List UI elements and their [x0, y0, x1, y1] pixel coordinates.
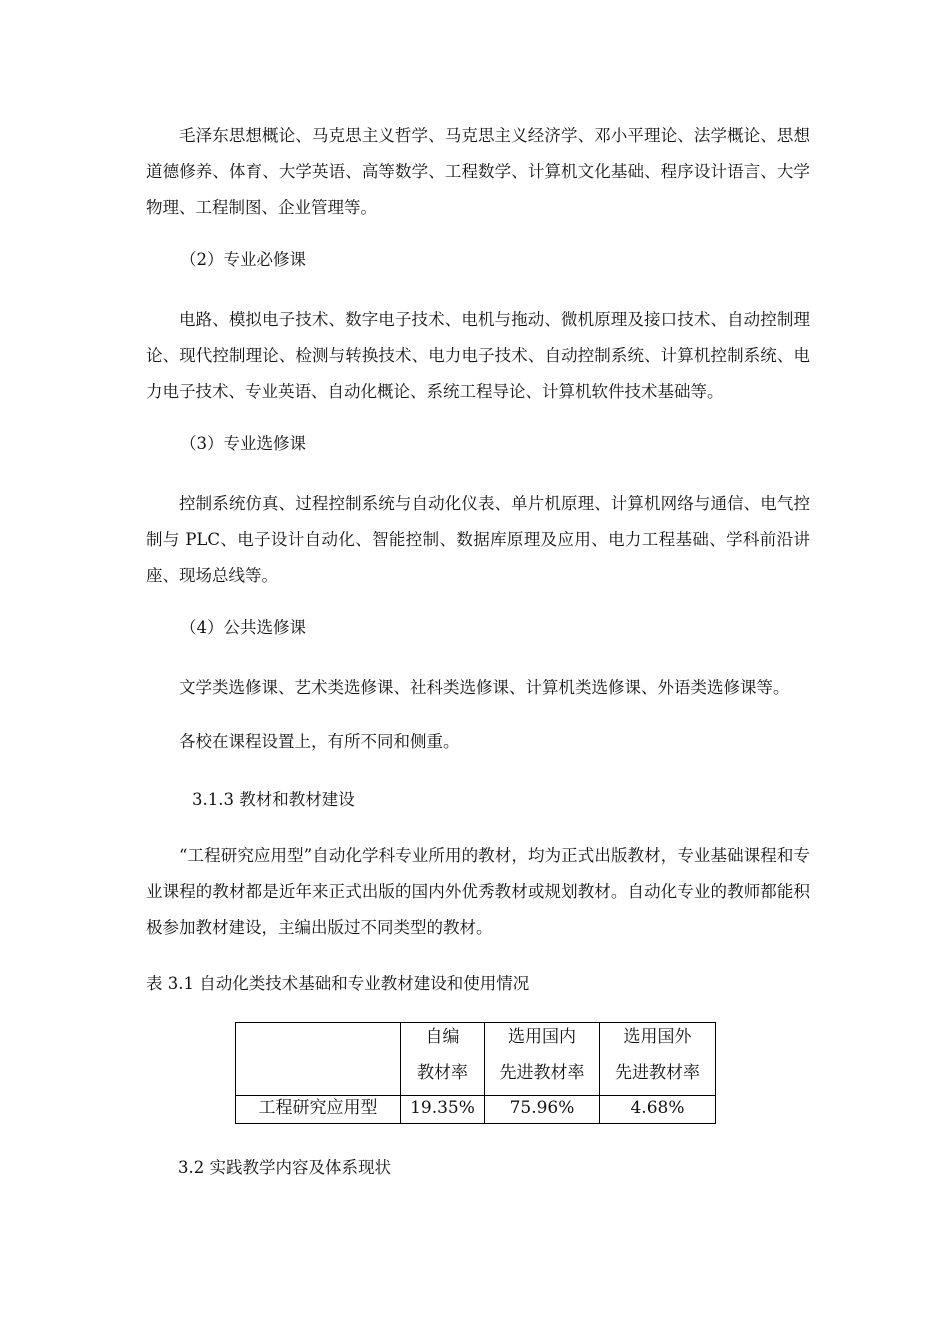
table-caption: 表 3.1 自动化类技术基础和专业教材建设和使用情况 [146, 974, 530, 993]
public-elective-heading: （4）公共选修课 [180, 618, 306, 637]
header-line [240, 1059, 396, 1095]
elective-courses-heading: （3）专业选修课 [180, 434, 306, 453]
table-row [236, 1096, 716, 1124]
textbook-paragraph: “工程研究应用型”自动化学科专业所用的教材，均为正式出版教材，专业基础课程和专业课程的教材都是近年来正式出版的国内外优秀教材或规划教材。自动化专业的教师都能积极参加教材建设，主编出版过不同类型的教材。 [146, 846, 810, 937]
table-cell-foreign: 4.68% [600, 1096, 716, 1124]
header-line: 选用国内 [508, 1027, 576, 1047]
public-courses-paragraph: 毛泽东思想概论、马克思主义哲学、马克思主义经济学、邓小平理论、法学概论、思想道德修养、体育、大学英语、高等数学、工程数学、计算机文化基础、程序设计语言、大学物理、工程制图、企业管理等。 [146, 126, 810, 217]
table-header-cell [236, 1023, 401, 1096]
required-courses-paragraph: 电路、模拟电子技术、数字电子技术、电机与拖动、微机原理及接口技术、自动控制理论、现代控制理论、检测与转换技术、电力电子技术、自动控制系统、计算机控制系统、电力电子技术、专业英语、自动化概论、系统工程导论、计算机软件技术基础等。 [146, 310, 810, 401]
header-line: 先进教材率 [499, 1063, 585, 1083]
public-elective-paragraph: 文学类选修课、艺术类选修课、社科类选修课、计算机类选修课、外语类选修课等。 [179, 678, 790, 697]
header-line: 先进教材率 [615, 1063, 700, 1083]
table-header-cell [401, 1023, 485, 1096]
table-row-label: 工程研究应用型 [236, 1096, 401, 1124]
section-3-1-3-heading: 3.1.3 教材和教材建设 [192, 790, 355, 809]
section-3-2-heading: 3.2 实践教学内容及体系现状 [178, 1158, 391, 1177]
textbook-usage-table [235, 1022, 716, 1124]
table-header-cell [485, 1023, 600, 1096]
required-courses-heading: （2）专业必修课 [180, 250, 306, 269]
table-header-row [236, 1023, 716, 1096]
header-line: 教材率 [417, 1063, 468, 1083]
header-line: 选用国外 [623, 1027, 692, 1047]
header-line: 自编 [425, 1027, 460, 1047]
table-cell-domestic: 75.96% [485, 1096, 600, 1124]
table-header-cell [600, 1023, 716, 1096]
elective-courses-paragraph: 控制系统仿真、过程控制系统与自动化仪表、单片机原理、计算机网络与通信、电气控制与 PLC、电子设计自动化、智能控制、数据库原理及应用、电力工程基础、学科前沿讲座、现场总线等。 [146, 494, 810, 585]
school-note-paragraph: 各校在课程设置上，有所不同和侧重。 [179, 732, 460, 751]
header-line [240, 1023, 396, 1059]
table-cell-self-compiled: 19.35% [401, 1096, 485, 1124]
